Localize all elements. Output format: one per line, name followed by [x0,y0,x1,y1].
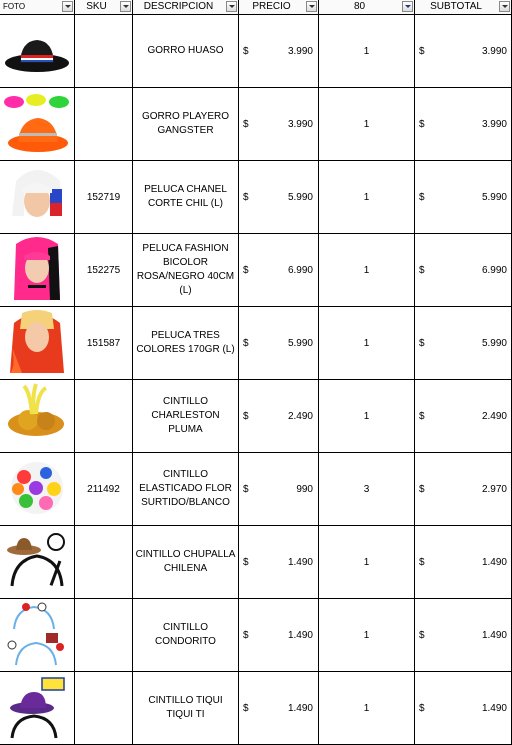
currency-symbol: $ [419,45,425,57]
product-photo-cell[interactable] [0,234,75,307]
price-value: 1.490 [287,556,313,568]
currency-symbol: $ [419,410,425,422]
product-photo-cell[interactable] [0,672,75,745]
price-value: 6.990 [287,264,313,276]
currency-symbol: $ [243,483,249,495]
quantity-cell[interactable] [319,380,415,453]
column-header-label: DESCRIPCION [143,1,214,12]
subtotal-cell[interactable] [415,234,512,307]
quantity-value: 1 [363,629,370,641]
subtotal-cell[interactable] [415,599,512,672]
subtotal-cell[interactable] [415,672,512,745]
subtotal-cell[interactable] [415,88,512,161]
description-value: CINTILLO CONDORITO [155,622,216,647]
subtotal-value: 1.490 [481,629,507,641]
quantity-cell[interactable] [319,307,415,380]
currency-symbol: $ [243,264,249,276]
currency-symbol: $ [419,337,425,349]
currency-symbol: $ [419,702,425,714]
product-photo-tricolor-long-wig [2,307,72,380]
sku-value: 152719 [86,191,121,203]
table-row[interactable] [0,307,512,380]
currency-symbol: $ [243,702,249,714]
price-cell[interactable] [239,161,319,234]
column-header-foto[interactable] [0,0,75,15]
table-row[interactable] [0,234,512,307]
sku-value: 151587 [86,337,121,349]
quantity-cell[interactable] [319,526,415,599]
table-row[interactable] [0,672,512,745]
quantity-value: 1 [363,45,370,57]
quantity-value: 3 [363,483,370,495]
price-value: 5.990 [287,337,313,349]
subtotal-cell[interactable] [415,526,512,599]
product-photo-cell[interactable] [0,380,75,453]
currency-symbol: $ [419,629,425,641]
product-photo-flower-headband [2,453,72,526]
subtotal-cell[interactable] [415,453,512,526]
subtotal-value: 3.990 [481,45,507,57]
currency-symbol: $ [243,337,249,349]
currency-symbol: $ [243,118,249,130]
price-cell[interactable] [239,599,319,672]
table-row[interactable] [0,88,512,161]
table-row[interactable] [0,161,512,234]
description-cell[interactable] [133,307,239,380]
product-photo-cell[interactable] [0,88,75,161]
price-cell[interactable] [239,88,319,161]
product-photo-cell[interactable] [0,526,75,599]
column-header-label: SUBTOTAL [430,1,482,12]
product-photo-black-huaso-hat [2,15,72,88]
filter-dropdown-button[interactable] [120,1,131,12]
price-value: 5.990 [287,191,313,203]
filter-dropdown-button[interactable] [306,1,317,12]
product-photo-condorito-headbands [2,599,72,672]
filter-dropdown-button[interactable] [499,1,510,12]
description-cell[interactable] [133,15,239,88]
description-cell[interactable] [133,380,239,453]
quantity-value: 1 [363,118,370,130]
price-cell[interactable] [239,526,319,599]
subtotal-value: 6.990 [481,264,507,276]
sort-filter-icon[interactable] [402,1,413,12]
quantity-value: 1 [363,410,370,422]
currency-symbol: $ [419,264,425,276]
price-cell[interactable] [239,234,319,307]
product-photo-cell[interactable] [0,453,75,526]
product-photo-cell[interactable] [0,161,75,234]
subtotal-value: 1.490 [481,556,507,568]
sku-cell[interactable] [75,526,133,599]
sku-cell[interactable] [75,161,133,234]
sku-value: 211492 [87,483,120,495]
product-photo-chupalla-headband [2,526,72,599]
sku-cell[interactable] [75,599,133,672]
description-value: CINTILLO CHARLESTON PLUMA [151,396,220,435]
product-photo-tiqui-hat-headband [2,672,72,745]
column-header-subtotal[interactable] [415,0,512,15]
currency-symbol: $ [243,629,249,641]
product-photo-cell[interactable] [0,307,75,380]
product-photo-colorful-gangster-hats [2,88,72,161]
sku-cell[interactable] [75,307,133,380]
description-cell[interactable] [133,161,239,234]
quantity-cell[interactable] [319,15,415,88]
description-value: CINTILLO CHUPALLA CHILENA [135,549,236,574]
column-header-label: 80 [353,1,366,12]
description-value: PELUCA CHANEL CORTE CHIL (L) [144,184,227,209]
filter-dropdown-button[interactable] [62,1,73,12]
sku-cell[interactable] [75,672,133,745]
filter-dropdown-button[interactable] [226,1,237,12]
subtotal-cell[interactable] [415,307,512,380]
description-cell[interactable] [133,526,239,599]
table-row[interactable] [0,599,512,672]
description-cell[interactable] [133,234,239,307]
price-value: 1.490 [287,702,313,714]
sku-value: 152275 [86,264,121,276]
sku-cell[interactable] [75,380,133,453]
quantity-value: 1 [363,264,370,276]
description-value: PELUCA FASHION BICOLOR ROSA/NEGRO 40CM (L) [136,243,235,296]
currency-symbol: $ [243,191,249,203]
subtotal-cell[interactable] [415,380,512,453]
sku-cell[interactable] [75,15,133,88]
table-row[interactable] [0,15,512,88]
column-header-qty[interactable] [319,0,415,15]
subtotal-cell[interactable] [415,15,512,88]
table-row[interactable] [0,453,512,526]
price-cell[interactable] [239,307,319,380]
quantity-cell[interactable] [319,599,415,672]
description-value: CINTILLO ELASTICADO FLOR SURTIDO/BLANCO [139,469,232,508]
description-cell[interactable] [133,599,239,672]
quantity-cell[interactable] [319,234,415,307]
table-row[interactable] [0,380,512,453]
price-cell[interactable] [239,380,319,453]
description-cell[interactable] [133,672,239,745]
price-value: 3.990 [287,118,313,130]
subtotal-value: 2.490 [481,410,507,422]
quantity-value: 1 [363,702,370,714]
product-photo-gold-feather-headband [2,380,72,453]
subtotal-value: 1.490 [481,702,507,714]
subtotal-cell[interactable] [415,161,512,234]
quantity-cell[interactable] [319,88,415,161]
product-photo-chile-flag-bob-wig [2,161,72,234]
product-photo-cell[interactable] [0,599,75,672]
quantity-value: 1 [363,337,370,349]
price-cell[interactable] [239,672,319,745]
quantity-value: 1 [363,191,370,203]
sku-cell[interactable] [75,453,133,526]
column-header-label: PRECIO [252,1,291,12]
currency-symbol: $ [243,556,249,568]
price-value: 1.490 [287,629,313,641]
sku-cell[interactable] [75,88,133,161]
currency-symbol: $ [419,483,425,495]
price-cell[interactable] [239,15,319,88]
quantity-value: 1 [363,556,370,568]
description-value: CINTILLO TIQUI TIQUI TI [148,695,223,720]
quantity-cell[interactable] [319,672,415,745]
subtotal-value: 3.990 [481,118,507,130]
product-photo-pink-black-wig [2,234,72,307]
price-value: 2.490 [287,410,313,422]
price-value: 990 [296,483,313,495]
subtotal-value: 5.990 [481,337,507,349]
column-header-sku[interactable] [75,0,133,15]
description-value: GORRO HUASO [147,45,224,56]
price-value: 3.990 [287,45,313,57]
quantity-cell[interactable] [319,161,415,234]
currency-symbol: $ [243,45,249,57]
product-photo-cell[interactable] [0,15,75,88]
column-header-precio[interactable] [239,0,319,15]
table-row[interactable] [0,526,512,599]
price-cell[interactable] [239,453,319,526]
quantity-cell[interactable] [319,453,415,526]
currency-symbol: $ [419,118,425,130]
description-cell[interactable] [133,88,239,161]
currency-symbol: $ [419,191,425,203]
description-cell[interactable] [133,453,239,526]
currency-symbol: $ [419,556,425,568]
description-value: PELUCA TRES COLORES 170GR (L) [136,330,235,355]
description-value: GORRO PLAYERO GANGSTER [141,111,230,136]
subtotal-value: 2.970 [481,483,507,495]
column-header-label: SKU [86,1,107,12]
column-header-label: FOTO [3,2,26,11]
sku-cell[interactable] [75,234,133,307]
subtotal-value: 5.990 [481,191,507,203]
column-header-descripcion[interactable] [133,0,239,15]
currency-symbol: $ [243,410,249,422]
